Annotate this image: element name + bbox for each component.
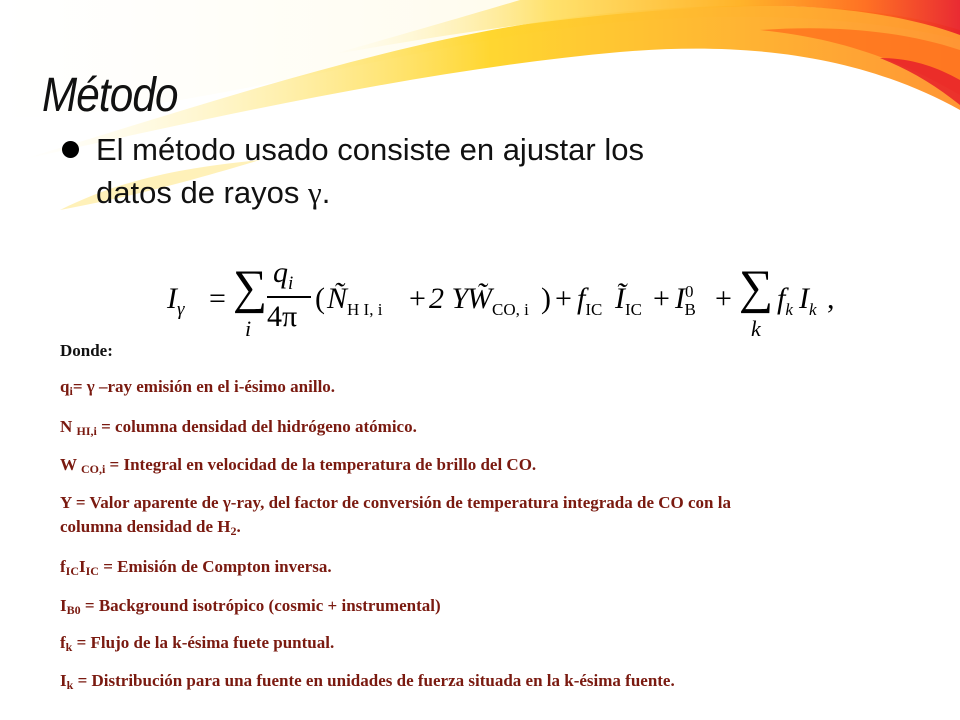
definition-n: N $_{HI,i}$ = columna densidad del hidrógeno atómico. bbox=[60, 417, 417, 438]
bullet-line-2 bbox=[96, 171, 796, 214]
formula-equals: = bbox=[209, 282, 226, 315]
term-w-co: $W̃_{CO, i}$ bbox=[467, 282, 529, 319]
plus-3: + bbox=[653, 282, 670, 315]
bullet-text bbox=[96, 128, 796, 214]
definition-y: Y = Valor aparente de γ-ray, del factor de conversión de temperatura integrada de CO con la bbox=[60, 493, 731, 512]
formula-lhs: $I_\gamma$ bbox=[167, 282, 185, 320]
term-i-b0: $I^0_B$ bbox=[675, 282, 696, 319]
term-n-hi: $Ñ_{H I, i}$ bbox=[327, 282, 383, 319]
definitions-heading: Donde: bbox=[60, 341, 113, 360]
definition-w: W $_{CO,i}$ = Integral en velocidad de la temperatura de brillo del CO. bbox=[60, 455, 537, 476]
definition-q: $q_i= \gamma$ –ray emisión en el i-ésimo anillo. bbox=[60, 377, 336, 398]
bullet-line-2-period: . bbox=[321, 175, 331, 210]
term-2y: 2 Y bbox=[429, 282, 469, 315]
plus-1: + bbox=[409, 282, 426, 315]
term-i-ic: $Ĩ_{IC}$ bbox=[615, 282, 642, 319]
fraction-bar bbox=[267, 296, 311, 298]
sum-symbol-k: ∑ bbox=[739, 261, 774, 314]
gamma-symbol: γ bbox=[307, 175, 322, 210]
term-i-k: $I_k$ bbox=[799, 282, 817, 319]
bullet-line-2-text: datos de rayos bbox=[96, 175, 300, 210]
bullet-dot-icon bbox=[62, 141, 79, 158]
definition-f-ic: $f_{IC}I_{IC}$ = Emisión de Compton inversa. bbox=[60, 557, 332, 578]
sum-symbol-i: ∑ bbox=[233, 261, 268, 314]
term-f-k: $f_k$ bbox=[777, 282, 793, 319]
formula-comma: , bbox=[827, 282, 835, 315]
gamma-ray-formula bbox=[163, 256, 843, 354]
close-paren: ) bbox=[541, 282, 551, 315]
sum-index-k: k bbox=[751, 316, 761, 341]
plus-2: + bbox=[555, 282, 572, 315]
term-f-ic: $f_{IC}$ bbox=[577, 282, 603, 319]
definition-f-k: $f_k$ = Flujo de la k-ésima fuete puntual. bbox=[60, 633, 335, 654]
definition-i-b0: $I_{B0}$ = Background isotrópico (cosmic + instrumental) bbox=[60, 596, 441, 617]
fraction-denominator: 4π bbox=[267, 300, 298, 333]
bullet-line-1: El método usado consiste en ajustar los bbox=[96, 132, 644, 167]
fraction-numerator: $q_i$ bbox=[273, 256, 294, 294]
definition-y-line2: columna densidad de $H_2$. bbox=[60, 517, 241, 538]
open-paren: ( bbox=[315, 282, 325, 315]
definition-i-k: $I_k$ = Distribución para una fuente en unidades de fuerza situada en la k-ésima fuente. bbox=[60, 671, 675, 692]
slide-title: Método bbox=[42, 69, 178, 122]
plus-4: + bbox=[715, 282, 732, 315]
sum-index-i: i bbox=[245, 316, 252, 341]
